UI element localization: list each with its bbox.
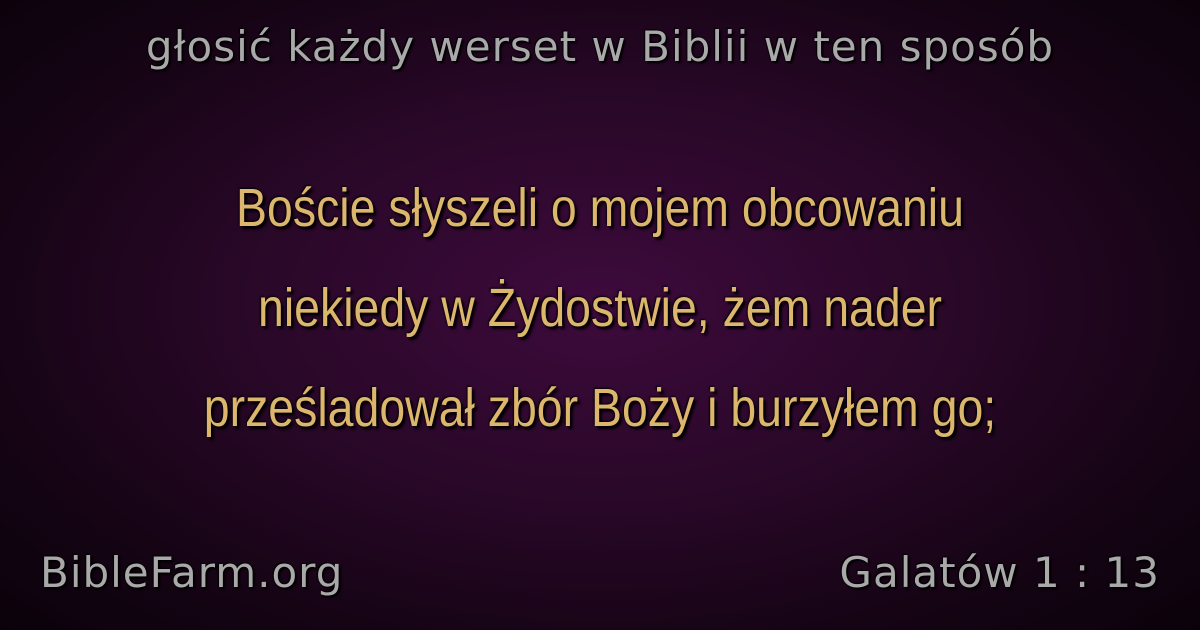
site-name: BibleFarm.org <box>40 548 344 597</box>
verse-line: prześladował zbór Boży i burzyłem go; <box>203 378 997 438</box>
verse-line: Boście słyszeli o mojem obcowaniu <box>236 178 964 238</box>
verse-text <box>118 158 1081 458</box>
verse-line: niekiedy w Żydostwie, żem nader <box>258 278 942 338</box>
verse-reference: Galatów 1 : 13 <box>839 548 1160 597</box>
tagline: głosić każdy werset w Biblii w ten sposób <box>145 22 1055 71</box>
